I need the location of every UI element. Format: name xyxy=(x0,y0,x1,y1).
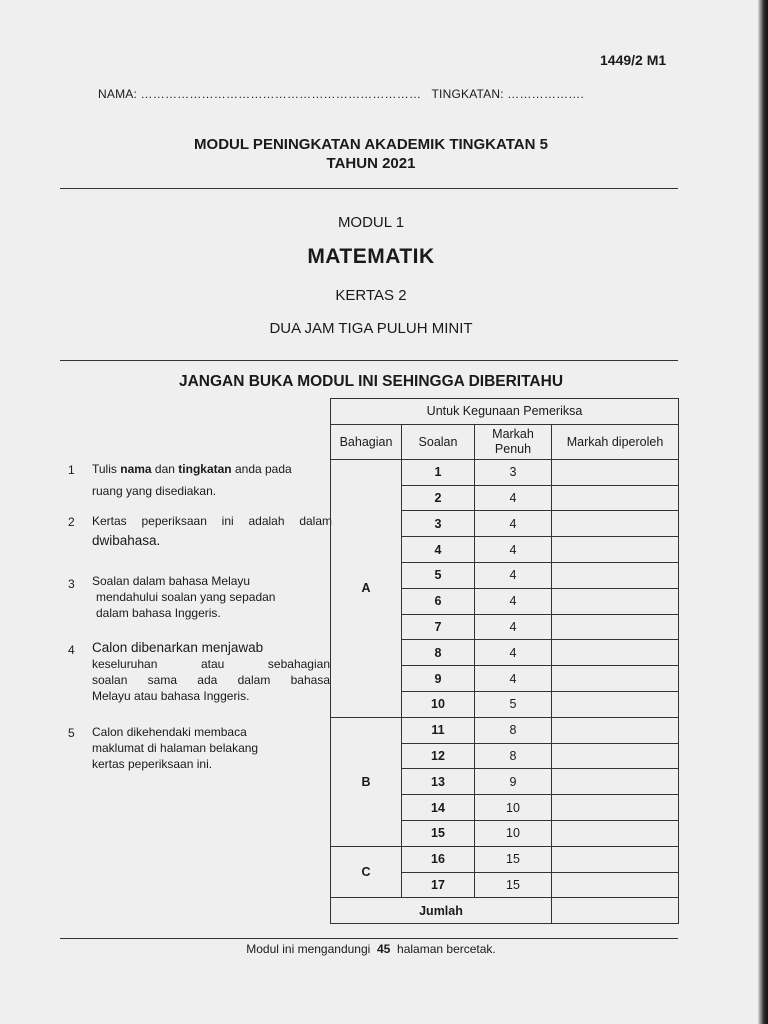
soalan-cell: 11 xyxy=(402,717,475,743)
soalan-cell: 14 xyxy=(402,795,475,821)
soalan-cell: 16 xyxy=(402,846,475,872)
score-input-cell[interactable] xyxy=(552,614,679,640)
score-input-cell[interactable] xyxy=(552,820,679,846)
module-title-line1: MODUL PENINGKATAN AKADEMIK TINGKATAN 5 xyxy=(194,136,548,153)
divider-middle xyxy=(60,360,678,361)
instruction-number: 5 xyxy=(68,726,75,740)
section-c: C xyxy=(331,846,402,898)
score-input-cell[interactable] xyxy=(552,537,679,563)
paper-number: KERTAS 2 xyxy=(335,287,407,304)
name-class-line: NAMA: …………………………………………………………… TINGKATAN: ………………. xyxy=(98,87,585,101)
page-count: 45 xyxy=(377,942,391,956)
markah-cell: 4 xyxy=(475,485,552,511)
soalan-cell: 17 xyxy=(402,872,475,898)
instruction-text: Soalan dalam bahasa Melayu xyxy=(92,574,251,588)
soalan-cell: 13 xyxy=(402,769,475,795)
instruction-text: keseluruhan atau sebahagian xyxy=(92,657,330,671)
instruction-number: 1 xyxy=(68,463,75,477)
scan-edge xyxy=(758,0,768,1024)
header-soalan: Soalan xyxy=(402,424,475,459)
instruction-text: dan xyxy=(151,462,179,476)
instruction-text: soalan sama ada dalam bahasa xyxy=(92,673,330,687)
soalan-cell: 8 xyxy=(402,640,475,666)
instruction-number: 4 xyxy=(68,643,75,657)
soalan-cell: 9 xyxy=(402,666,475,692)
soalan-cell: 7 xyxy=(402,614,475,640)
score-input-cell[interactable] xyxy=(552,640,679,666)
header-markah-diperoleh: Markah diperoleh xyxy=(552,424,679,459)
instruction-text: mendahului soalan yang sepadan xyxy=(96,590,276,604)
score-input-cell[interactable] xyxy=(552,485,679,511)
soalan-cell: 15 xyxy=(402,820,475,846)
score-input-cell[interactable] xyxy=(552,666,679,692)
soalan-cell: 6 xyxy=(402,588,475,614)
instruction-number: 2 xyxy=(68,515,75,529)
markah-cell: 4 xyxy=(475,537,552,563)
markah-cell: 4 xyxy=(475,588,552,614)
soalan-cell: 2 xyxy=(402,485,475,511)
instruction-text: dalam bahasa Inggeris. xyxy=(96,606,221,620)
instruction-text: anda pada xyxy=(231,462,292,476)
subject-title: MATEMATIK xyxy=(307,245,435,268)
header-markah-penuh-line2: Penuh xyxy=(494,441,532,456)
examiner-marks-table xyxy=(330,398,679,924)
instruction-text: Calon dikehendaki membaca xyxy=(92,725,247,739)
markah-cell: 4 xyxy=(475,562,552,588)
score-input-cell[interactable] xyxy=(552,769,679,795)
divider-top xyxy=(60,188,678,189)
score-input-cell[interactable] xyxy=(552,846,679,872)
total-row xyxy=(331,898,679,924)
score-input-cell[interactable] xyxy=(552,459,679,485)
paper-code: 1449/2 M1 xyxy=(600,52,667,68)
score-input-cell[interactable] xyxy=(552,691,679,717)
instruction-number: 3 xyxy=(68,577,75,591)
instruction-5 xyxy=(92,724,332,772)
instruction-text: kertas peperiksaan ini. xyxy=(92,757,213,771)
module-title xyxy=(0,135,742,173)
soalan-cell: 4 xyxy=(402,537,475,563)
instruction-4 xyxy=(92,640,330,704)
total-score-cell[interactable] xyxy=(552,898,679,924)
instruction-1 xyxy=(92,461,332,499)
markah-cell: 15 xyxy=(475,846,552,872)
markah-cell: 10 xyxy=(475,795,552,821)
soalan-cell: 12 xyxy=(402,743,475,769)
score-input-cell[interactable] xyxy=(552,743,679,769)
soalan-cell: 1 xyxy=(402,459,475,485)
score-input-cell[interactable] xyxy=(552,872,679,898)
markah-cell: 15 xyxy=(475,872,552,898)
page-count-note xyxy=(0,942,742,956)
instruction-text: maklumat di halaman belakang xyxy=(92,741,259,755)
instruction-2 xyxy=(92,513,332,549)
score-input-cell[interactable] xyxy=(552,717,679,743)
instruction-text: dwibahasa. xyxy=(92,533,161,548)
duration: DUA JAM TIGA PULUH MINIT xyxy=(269,320,473,337)
table-caption: Untuk Kegunaan Pemeriksa xyxy=(331,399,679,425)
markah-cell: 4 xyxy=(475,614,552,640)
table-row xyxy=(331,459,679,485)
instruction-bold-tingkatan: tingkatan xyxy=(178,462,232,476)
markah-cell: 4 xyxy=(475,640,552,666)
section-b: B xyxy=(331,717,402,846)
modul-number: MODUL 1 xyxy=(337,214,405,231)
score-input-cell[interactable] xyxy=(552,562,679,588)
instruction-bold-nama: nama xyxy=(120,462,152,476)
section-a: A xyxy=(331,459,402,717)
markah-cell: 10 xyxy=(475,820,552,846)
header-bahagian: Bahagian xyxy=(331,424,402,459)
soalan-cell: 10 xyxy=(402,691,475,717)
instruction-text: Calon dibenarkan menjawab xyxy=(92,640,264,655)
footer-text: Modul ini mengandungi xyxy=(246,942,371,956)
table-row xyxy=(331,846,679,872)
total-label: Jumlah xyxy=(331,898,552,924)
soalan-cell: 5 xyxy=(402,562,475,588)
markah-cell: 3 xyxy=(475,459,552,485)
markah-cell: 8 xyxy=(475,743,552,769)
markah-cell: 9 xyxy=(475,769,552,795)
markah-cell: 4 xyxy=(475,511,552,537)
score-input-cell[interactable] xyxy=(552,795,679,821)
markah-cell: 8 xyxy=(475,717,552,743)
module-title-line2: TAHUN 2021 xyxy=(326,155,416,172)
header-markah-penuh xyxy=(475,424,552,459)
score-input-cell[interactable] xyxy=(552,511,679,537)
table-row xyxy=(331,717,679,743)
instruction-text: Kertas peperiksaan ini adalah dalam xyxy=(92,514,332,528)
instruction-text: ruang yang disediakan. xyxy=(92,484,217,498)
markah-cell: 4 xyxy=(475,666,552,692)
score-input-cell[interactable] xyxy=(552,588,679,614)
markah-cell: 5 xyxy=(475,691,552,717)
header-markah-penuh-line1: Markah xyxy=(492,426,534,441)
soalan-cell: 3 xyxy=(402,511,475,537)
warning-heading: JANGAN BUKA MODUL INI SEHINGGA DIBERITAHU xyxy=(178,373,564,390)
divider-bottom xyxy=(60,938,678,939)
instruction-3 xyxy=(92,573,332,621)
instruction-text: Melayu atau bahasa Inggeris. xyxy=(92,689,250,703)
instruction-text: Tulis xyxy=(92,462,121,476)
footer-text: halaman bercetak. xyxy=(397,942,496,956)
